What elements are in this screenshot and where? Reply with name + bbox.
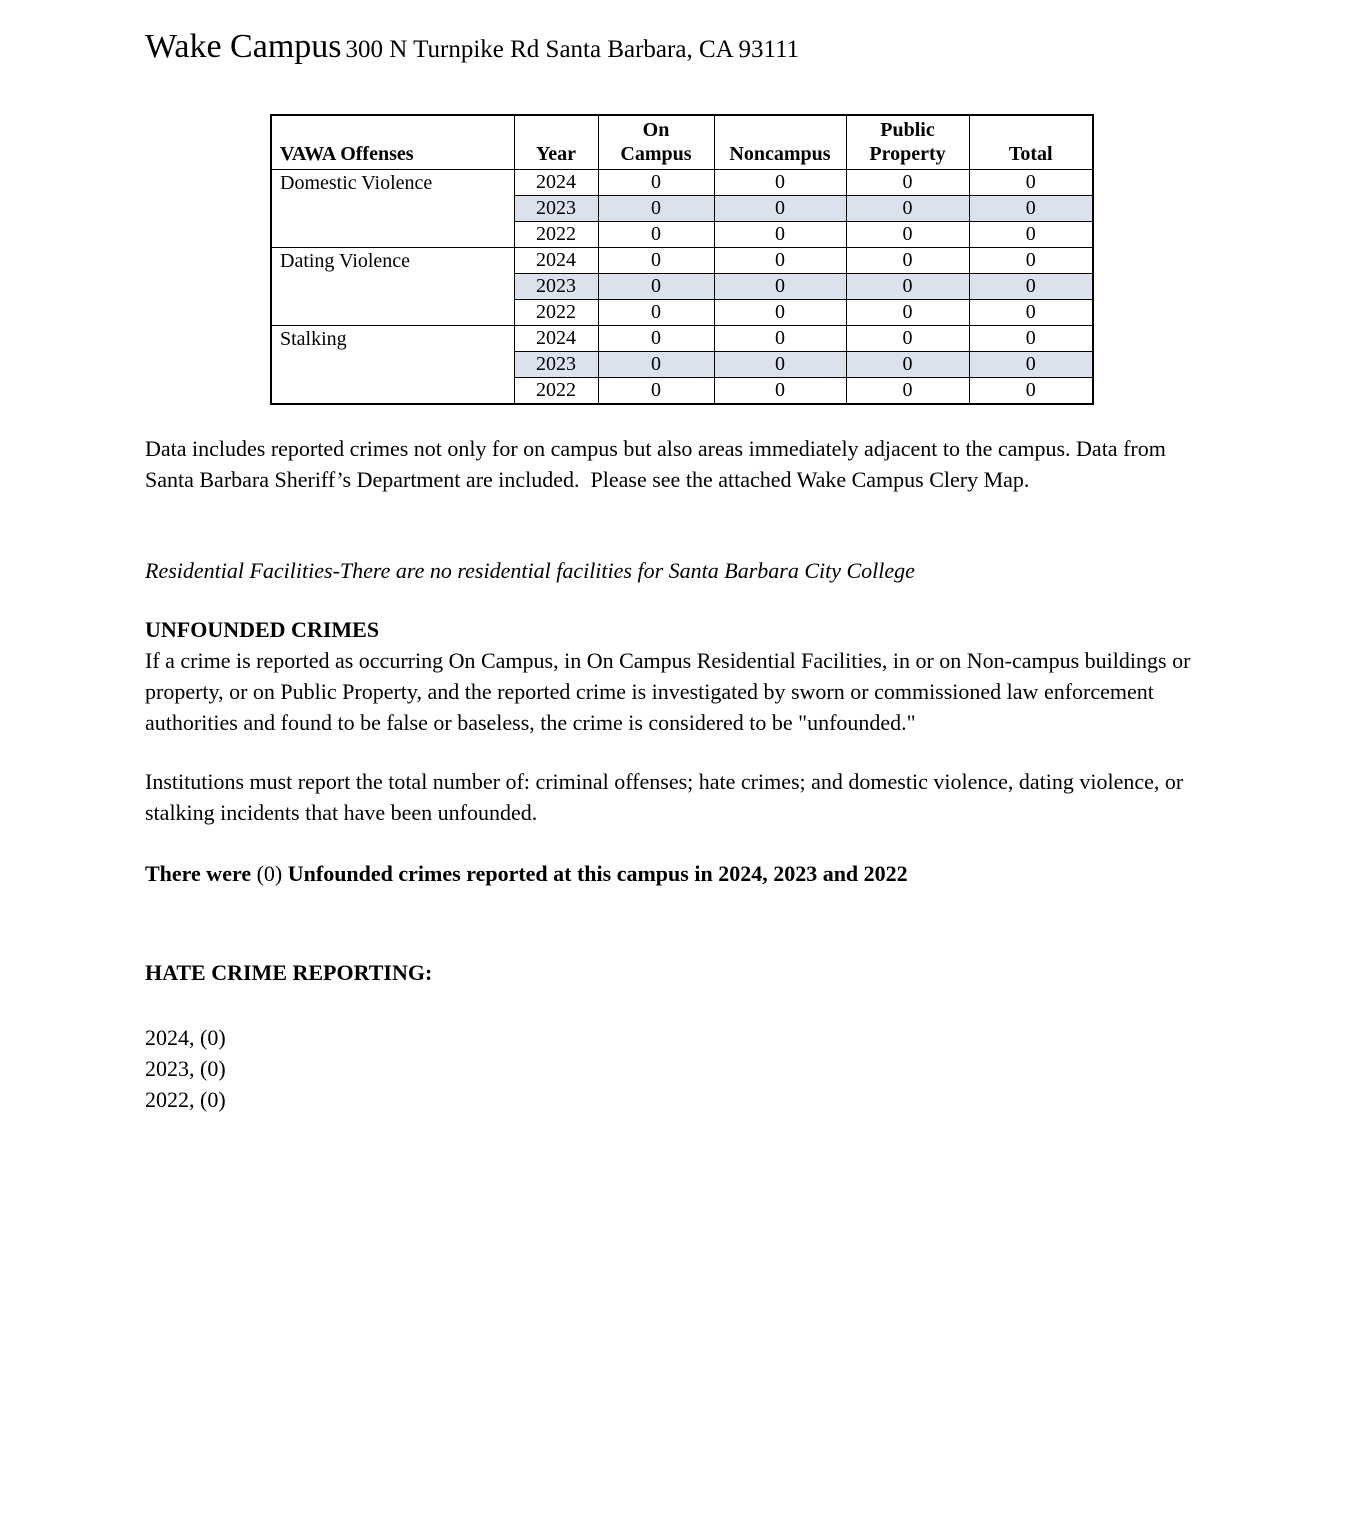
total-cell: 0 xyxy=(969,326,1093,352)
hate-crime-year-line: 2022, (0) xyxy=(145,1086,226,1112)
year-cell: 2024 xyxy=(514,248,598,274)
on-campus-cell: 0 xyxy=(598,170,714,196)
header-vawa-offenses: VAWA Offenses xyxy=(271,115,514,170)
unfounded-summary-line xyxy=(145,858,1217,889)
on-campus-cell: 0 xyxy=(598,300,714,326)
table-row xyxy=(271,248,1093,274)
year-cell: 2022 xyxy=(514,300,598,326)
noncampus-cell: 0 xyxy=(714,274,846,300)
public-property-cell: 0 xyxy=(846,274,969,300)
hate-crime-years xyxy=(145,1022,1222,1115)
year-cell: 2022 xyxy=(514,222,598,248)
public-property-cell: 0 xyxy=(846,326,969,352)
noncampus-cell: 0 xyxy=(714,170,846,196)
table-row xyxy=(271,326,1093,352)
data-note-paragraph: Data includes reported crimes not only for on campus but also areas immediately adjacent to the campus. Data from Santa Barbara Sheriff’s Department are included. Please see the attached Wake Campus Clery Map. xyxy=(145,435,1172,492)
header-total: Total xyxy=(969,115,1093,170)
on-campus-cell: 0 xyxy=(598,326,714,352)
year-cell: 2024 xyxy=(514,326,598,352)
offense-domestic-violence: Domestic Violence xyxy=(271,170,514,248)
year-cell: 2022 xyxy=(514,378,598,404)
total-cell: 0 xyxy=(969,352,1093,378)
hate-crime-heading: HATE CRIME REPORTING: xyxy=(145,959,433,985)
summary-prefix: There were xyxy=(145,860,257,886)
header-on-campus: On Campus xyxy=(598,115,714,170)
public-property-cell: 0 xyxy=(846,300,969,326)
offense-stalking: Stalking xyxy=(271,326,514,404)
hate-crime-year-line: 2023, (0) xyxy=(145,1055,226,1081)
total-cell: 0 xyxy=(969,248,1093,274)
public-property-cell: 0 xyxy=(846,248,969,274)
on-campus-cell: 0 xyxy=(598,222,714,248)
table-header-row xyxy=(271,115,1093,170)
unfounded-crimes-paragraph-2: Institutions must report the total number of: criminal offenses; hate crimes; and domestic violence, dating violence, or stalking incidents that have been unfounded. xyxy=(145,768,1189,825)
public-property-cell: 0 xyxy=(846,196,969,222)
on-campus-cell: 0 xyxy=(598,196,714,222)
public-property-cell: 0 xyxy=(846,222,969,248)
summary-suffix: Unfounded crimes reported at this campus in 2024, 2023 and 2022 xyxy=(282,860,908,886)
noncampus-cell: 0 xyxy=(714,222,846,248)
noncampus-cell: 0 xyxy=(714,352,846,378)
total-cell: 0 xyxy=(969,196,1093,222)
noncampus-cell: 0 xyxy=(714,248,846,274)
public-property-cell: 0 xyxy=(846,352,969,378)
total-cell: 0 xyxy=(969,222,1093,248)
year-cell: 2023 xyxy=(514,274,598,300)
year-cell: 2023 xyxy=(514,196,598,222)
noncampus-cell: 0 xyxy=(714,326,846,352)
noncampus-cell: 0 xyxy=(714,300,846,326)
hate-crime-year-line: 2024, (0) xyxy=(145,1024,226,1050)
unfounded-crimes-heading: UNFOUNDED CRIMES xyxy=(145,616,380,642)
total-cell: 0 xyxy=(969,274,1093,300)
total-cell: 0 xyxy=(969,378,1093,404)
on-campus-cell: 0 xyxy=(598,352,714,378)
total-cell: 0 xyxy=(969,170,1093,196)
header-year: Year xyxy=(514,115,598,170)
unfounded-crimes-paragraph-1: If a crime is reported as occurring On Campus, in On Campus Residential Facilities, in or on Non-campus buildings or property, or on Public Property, and the reported crime is investigated by sworn or commissioned law enforcement authorities and found to be false or baseless, the crime is considered to be "unfounded." xyxy=(145,647,1196,735)
year-cell: 2024 xyxy=(514,170,598,196)
on-campus-cell: 0 xyxy=(598,274,714,300)
on-campus-cell: 0 xyxy=(598,378,714,404)
offense-dating-violence: Dating Violence xyxy=(271,248,514,326)
public-property-cell: 0 xyxy=(846,170,969,196)
noncampus-cell: 0 xyxy=(714,378,846,404)
on-campus-cell: 0 xyxy=(598,248,714,274)
campus-name: Wake Campus xyxy=(145,28,342,65)
total-cell: 0 xyxy=(969,300,1093,326)
header-public-property: Public Property xyxy=(846,115,969,170)
page-title xyxy=(145,24,1222,76)
campus-address: 300 N Turnpike Rd Santa Barbara, CA 93111 xyxy=(345,36,800,63)
table-row xyxy=(271,170,1093,196)
summary-count: (0) xyxy=(256,860,283,886)
noncampus-cell: 0 xyxy=(714,196,846,222)
vawa-offenses-table xyxy=(270,114,1094,405)
residential-facilities-note: Residential Facilities-There are no residential facilities for Santa Barbara City College xyxy=(145,557,915,583)
year-cell: 2023 xyxy=(514,352,598,378)
header-noncampus: Noncampus xyxy=(714,115,846,170)
public-property-cell: 0 xyxy=(846,378,969,404)
